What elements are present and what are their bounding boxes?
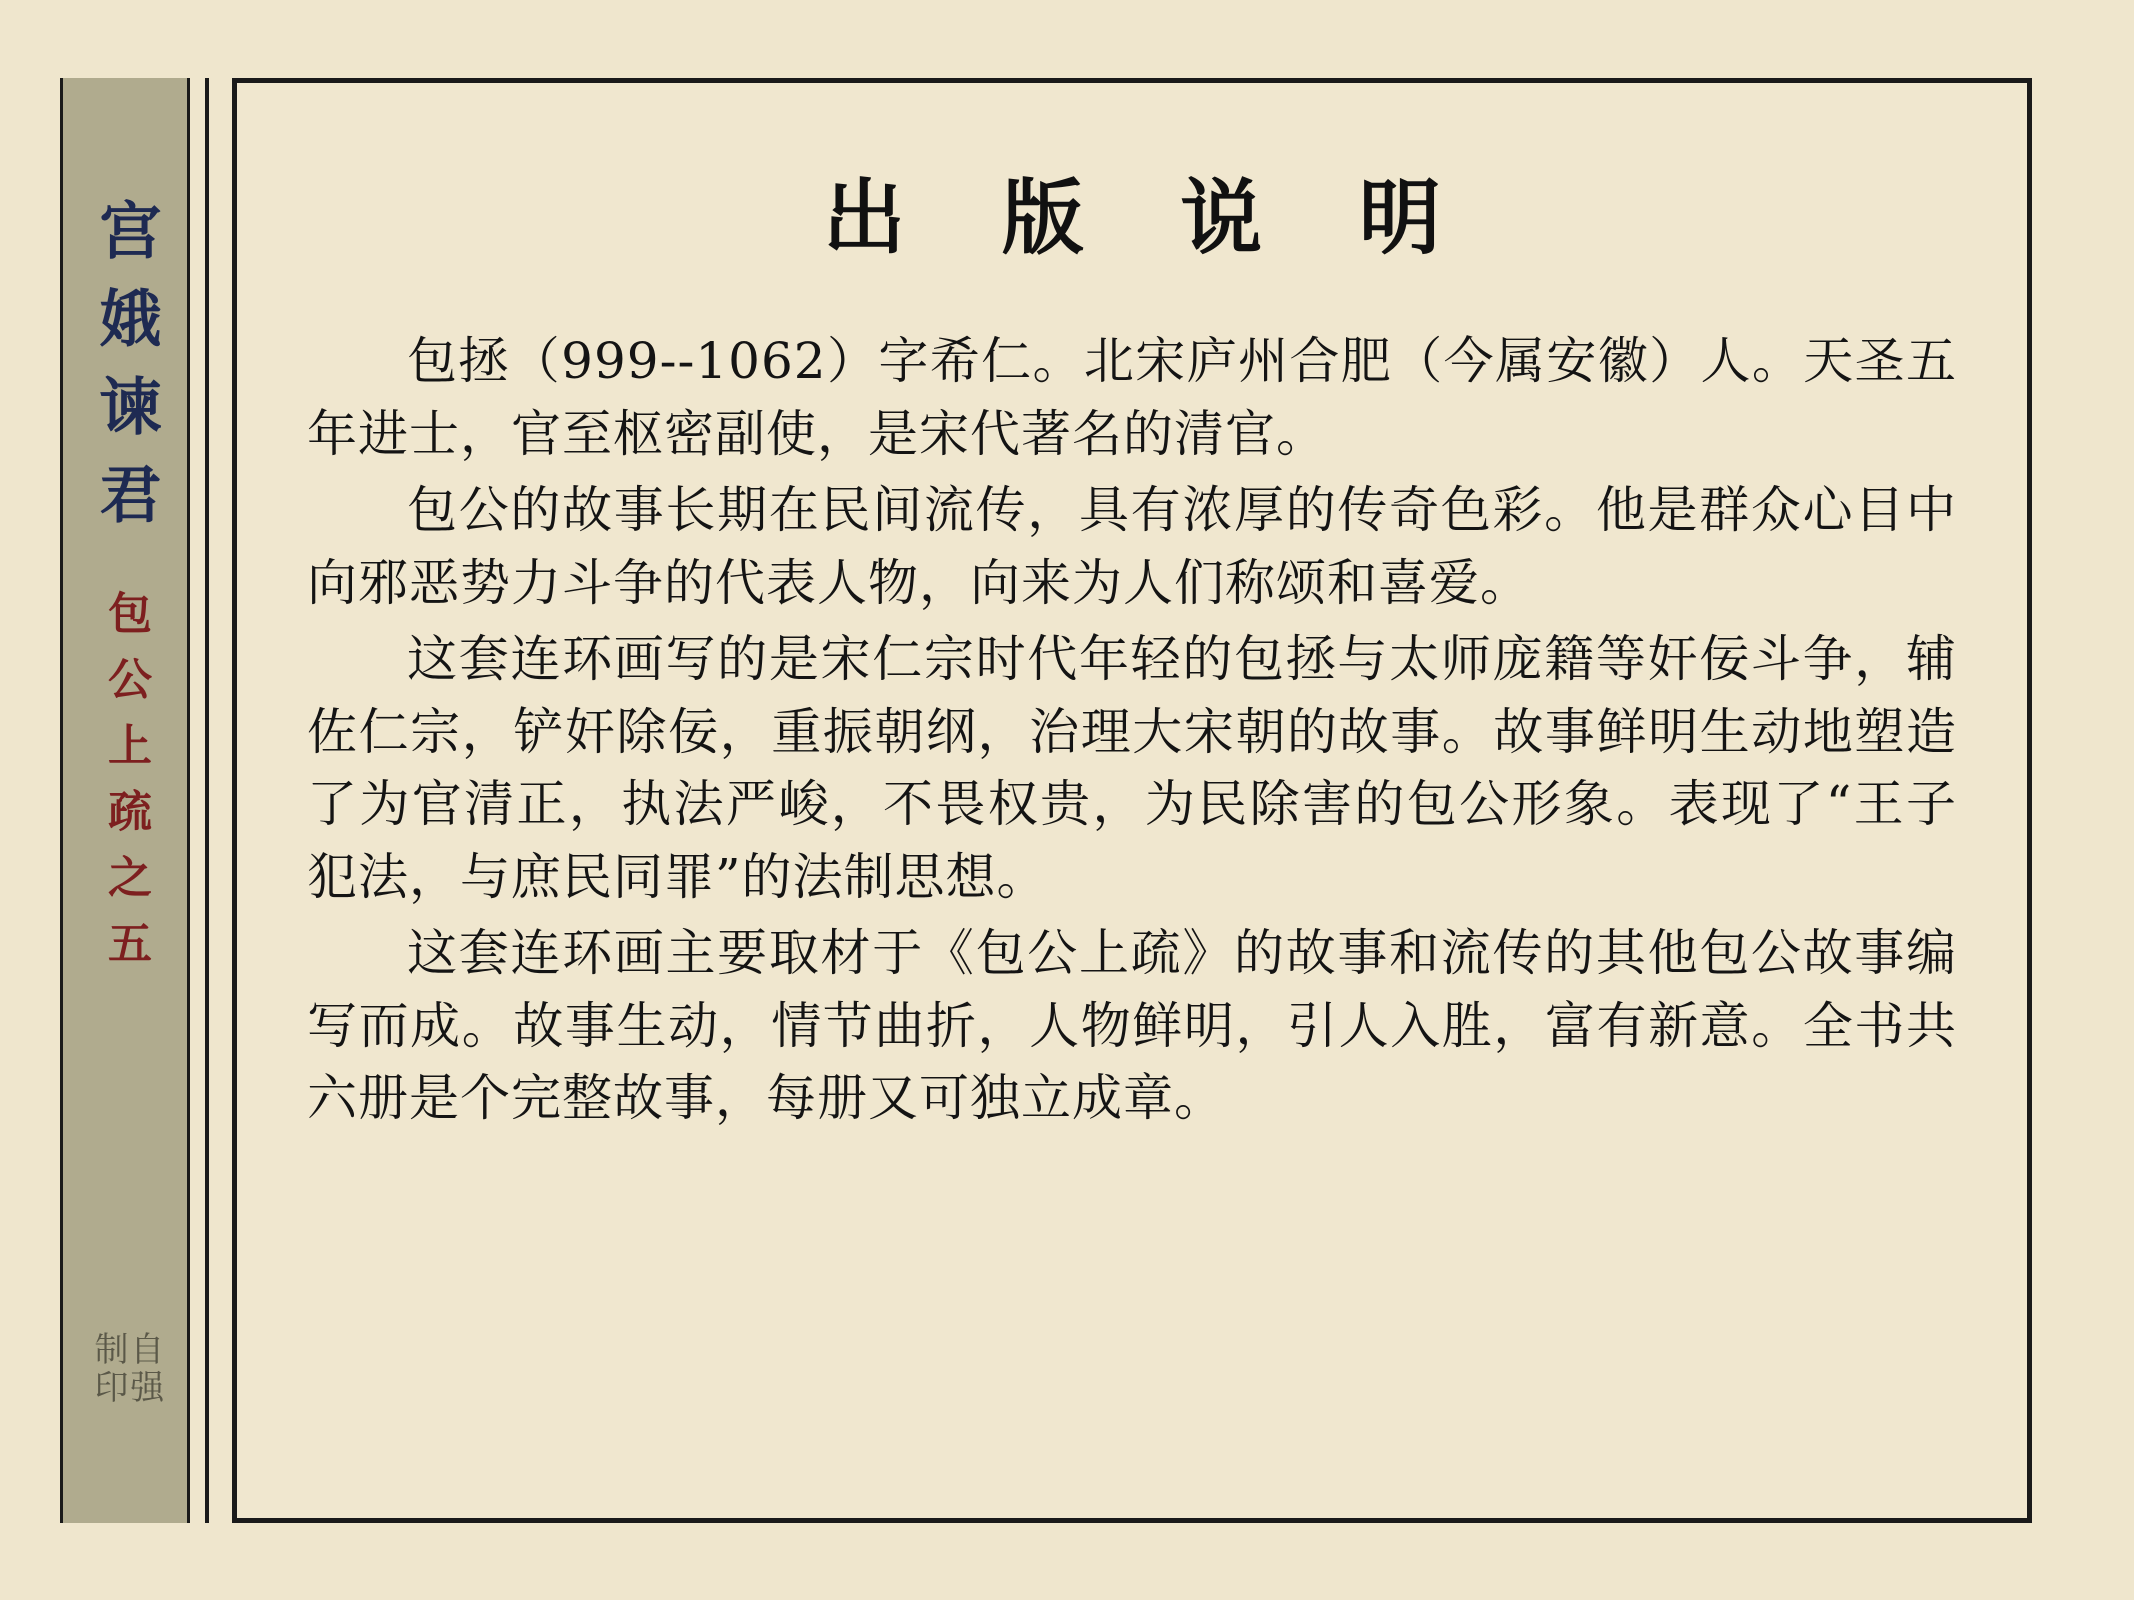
body-text	[307, 325, 1957, 1135]
page-title: 出 版 说 明	[823, 170, 1475, 266]
spine-series-title: 宫娥谏君	[89, 198, 162, 550]
seal-stamp-icon	[77, 1331, 173, 1427]
text-frame	[232, 78, 2032, 1523]
spine-volume-label: 包公上疏之五	[100, 590, 151, 986]
vertical-divider	[205, 78, 209, 1523]
paragraph: 这套连环画写的是宋仁宗时代年轻的包拯与太师庞籍等奸佞斗争，辅佐仁宗，铲奸除佞，重振朝纲，治理大宋朝的故事。故事鲜明生动地塑造了为官清正，执法严峻，不畏权贵，为民除害的包公形象。表现了“王子犯法，与庶民同罪”的法制思想。	[307, 630, 1957, 906]
paragraph: 包公的故事长期在民间流传，具有浓厚的传奇色彩。他是群众心目中向邪恶势力斗争的代表人物，向来为人们称颂和喜爱。	[307, 481, 1957, 612]
book-spine	[60, 78, 190, 1523]
paragraph: 这套连环画主要取材于《包公上疏》的故事和流传的其他包公故事编写而成。故事生动，情节曲折，人物鲜明，引人入胜，富有新意。全书共六册是个完整故事，每册又可独立成章。	[307, 924, 1957, 1128]
seal-text: 自强制印	[88, 1331, 164, 1407]
paragraph: 包拯（999--1062）字希仁。北宋庐州合肥（今属安徽）人。天圣五年进士，官至枢密副使，是宋代著名的清官。	[307, 332, 1957, 463]
text-frame-inner	[237, 83, 2027, 1518]
